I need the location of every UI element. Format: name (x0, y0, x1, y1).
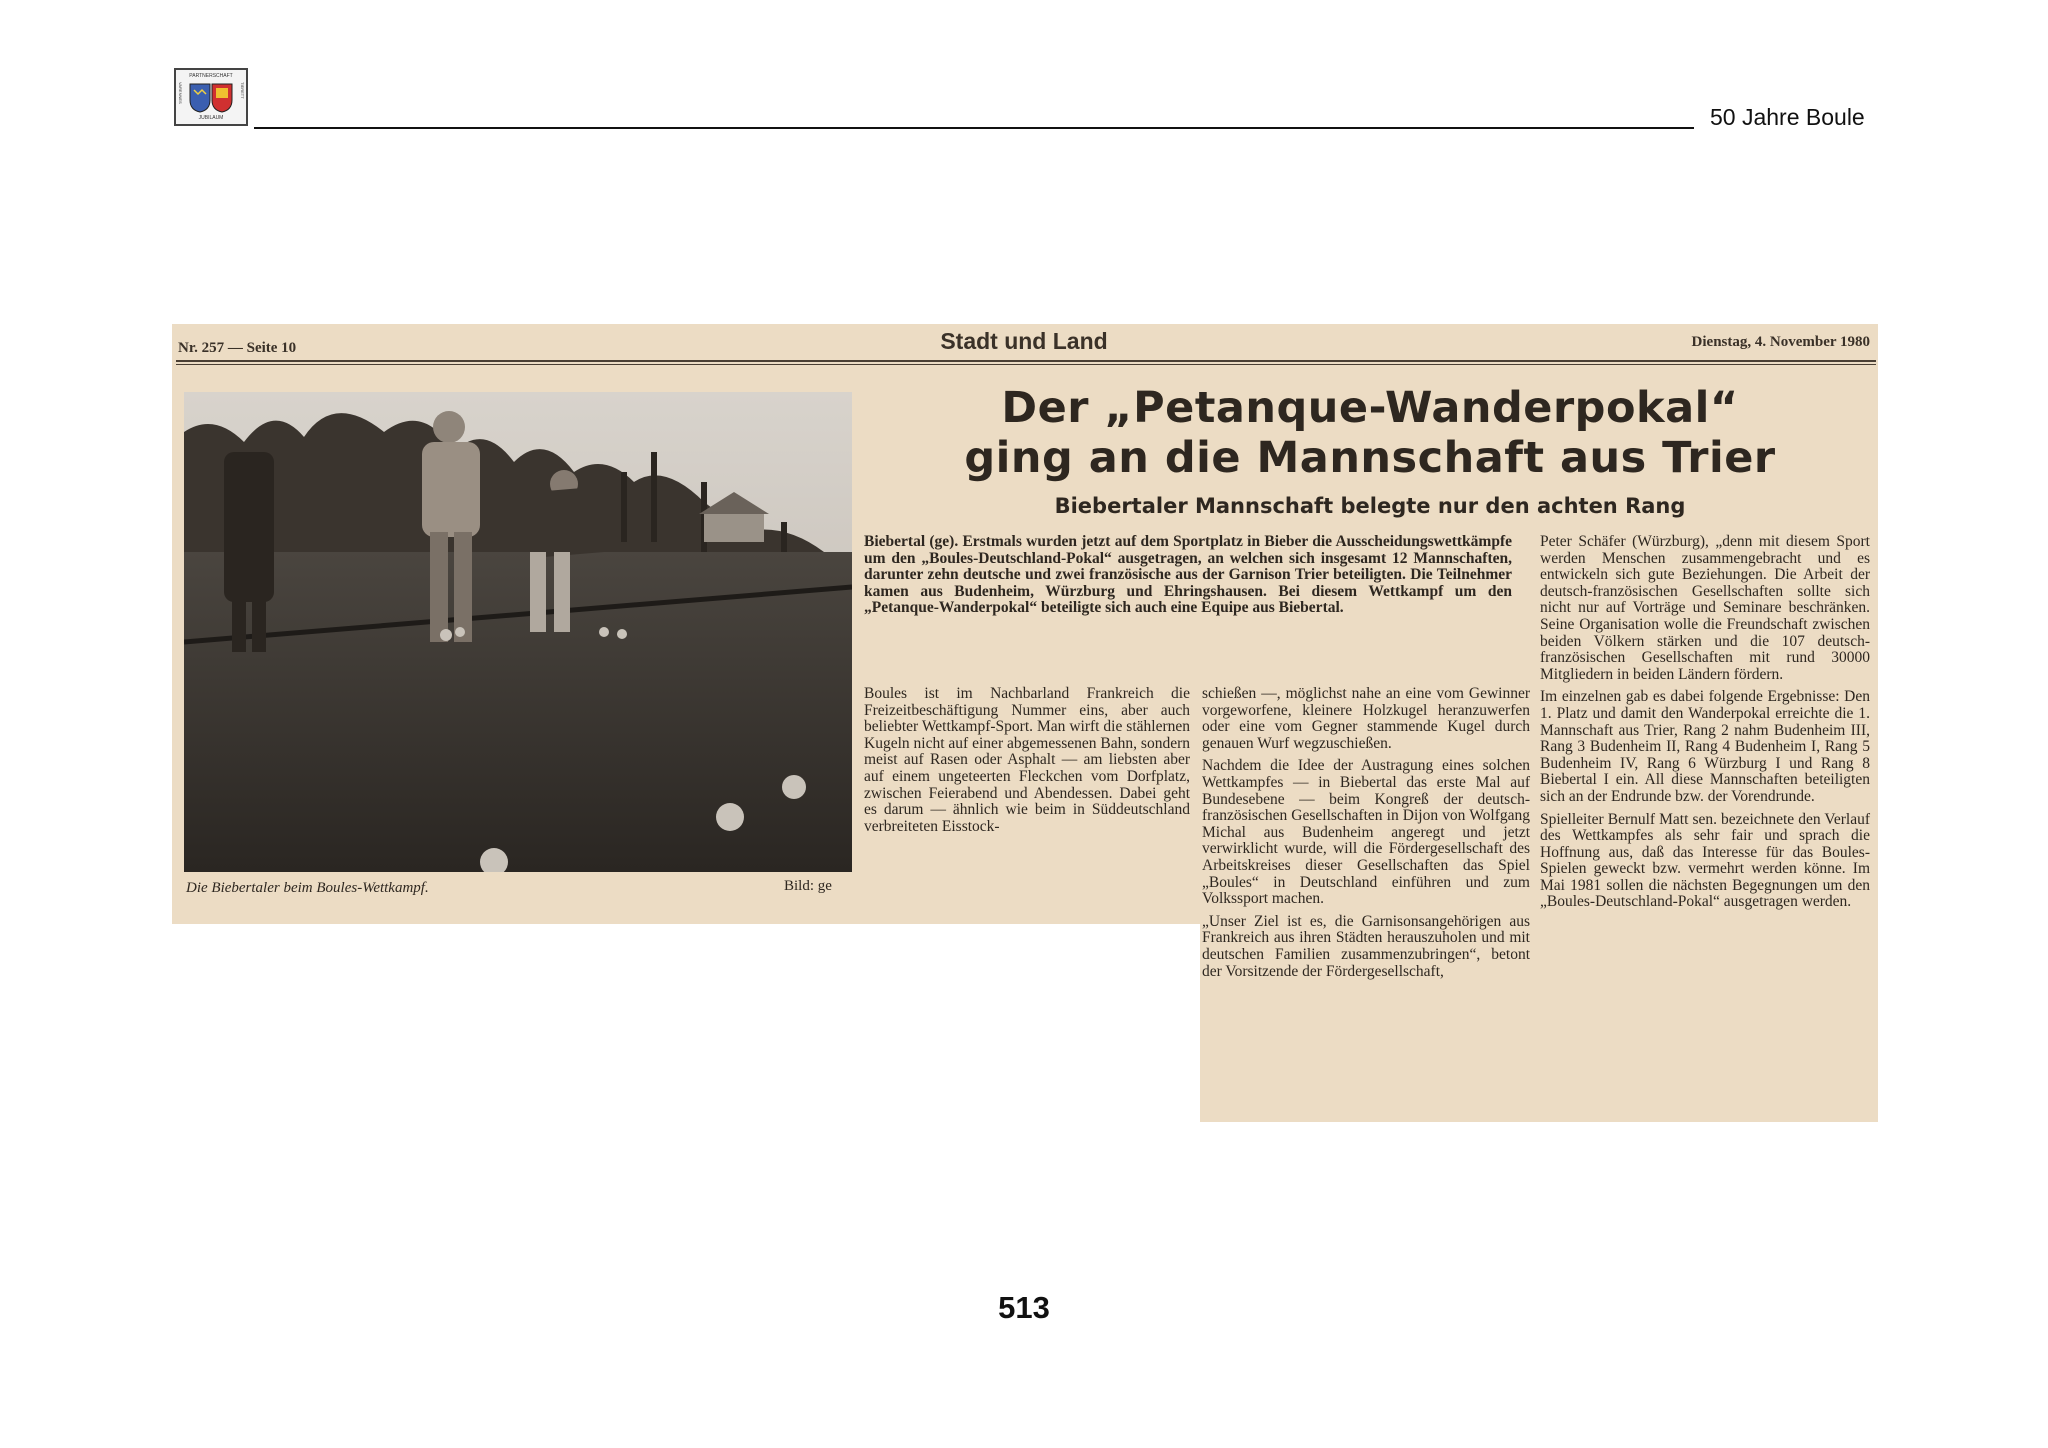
coat-of-arms-icon (188, 82, 234, 114)
column-2-paragraph-1: schießen —, möglichst nahe an eine vom Gewinner vorgeworfene, kleinere Holzkugel heranzuwerfen oder eine vom Gegner stammende Kugel durch genauen Wurf wegzuschießen. (1202, 685, 1530, 752)
logo-left-text: VARENNES (178, 82, 183, 104)
page-number: 513 (998, 1290, 1050, 1325)
photo-caption: Die Biebertaler beim Boules-Wettkampf. (186, 880, 429, 896)
masthead-issue: Nr. 257 — Seite 10 (178, 340, 297, 356)
column-3-paragraph-2: Im einzelnen gab es dabei folgende Ergebnisse: Den 1. Platz und damit den Wanderpokal erreichte die 1. Mannschaft aus Trier, Rang 2 nahm Budenheim III, Rang 3 Budenheim II, Rang 4 Budenheim I, Rang 5 Budenheim IV, Rang 6 Würzburg I und Rang 8 Biebertal I ein. All diese Mannschaften beteiligten sich an der Endrunde bzw. der Vorendrunde. (1540, 688, 1870, 805)
article-lead (864, 534, 1512, 623)
logo-bottom-text: JUBILÄUM (198, 115, 224, 121)
article-column-1 (864, 686, 1190, 841)
lead-paragraph: Biebertal (ge). Erstmals wurden jetzt auf dem Sportplatz in Bieber die Ausscheidungswettkämpfe um den „Boules-Deutschland-Pokal“ ausgetragen, an welchen sich insgesamt 12 Mannschaften, darunter zehn deutsche und zwei französische aus der Garnison Trier beteiligten. Die Teilnehmer kamen aus Budenheim, Würzburg und Ehringshausen. Bei diesem Wettkampf um den „Petanque-Wanderpokal“ beteiligte sich auch eine Equipe aus Biebertal. (864, 533, 1512, 617)
masthead-date: Dienstag, 4. November 1980 (1691, 334, 1870, 350)
photo-credit: Bild: ge (784, 878, 832, 894)
column-2-paragraph-3: „Unser Ziel ist es, die Garnisonsangehörigen aus Frankreich aus ihren Städten herauszuholen und mit deutschen Familien zusammenzubringen“, betont der Vorsitzende der Fördergesellschaft, (1202, 912, 1530, 980)
article-column-2 (1202, 686, 1530, 986)
column-1-paragraph: Boules ist im Nachbarland Frankreich die Freizeitbeschäftigung Nummer eins, aber auch beliebter Wettkampf-Sport. Man wirft die stählernen Kugeln nicht auf einer abgemessenen Bahn, sondern meist auf Rasen oder Asphalt — am liebsten aber auf einem ungeteerten Fleckchen vom Dorfplatz, zwischen Feierabend und Abendessen. Dabei geht es darum — ähnlich wie beim in Süddeutschland verbreiteten Eisstock- (864, 685, 1190, 835)
column-3-paragraph-3: Spielleiter Bernulf Matt sen. bezeichnete den Verlauf des Wettkampfes als sehr fair und sprach die Hoffnung aus, daß das Interesse für das Boules-Spielen geweckt bzw. vermehrt werden könne. Im Mai 1981 sollen die nächsten Begegnungen um den „Boules-Deutschland-Pokal“ ausgetragen werden. (1540, 810, 1870, 911)
column-2-paragraph-2: Nachdem die Idee der Austragung eines solchen Wettkampfes — in Biebertal das erste Mal auf Bundesebene — beim Kongreß der deutsch-französischen Gesellschaften in Dijon von Wolfgang Michal aus Budenheim angeregt und jetzt verwirklicht wurde, will die Fördergesellschaft des Arbeitskreises dieser Gesellschaften das Spiel „Boules“ in Deutschland einführen und zum Volkssport machen. (1202, 757, 1530, 908)
logo-top-text: PARTNERSCHAFT (189, 73, 233, 79)
article-column-3 (1540, 534, 1870, 917)
partnership-logo (174, 68, 248, 126)
running-title: 50 Jahre Boule (1710, 104, 1865, 130)
clipping-cutout (172, 924, 1200, 1124)
logo-right-text: TIERETT (240, 82, 245, 99)
header-rule (254, 127, 1694, 129)
headline-line-1: Der „Petanque-Wanderpokal“ (1001, 383, 1739, 433)
column-3-paragraph-1: Peter Schäfer (Würzburg), „denn mit diesem Sport werden Menschen zusammengebracht und es entwickeln sich gute Beziehungen. Die Arbeit der deutsch-französischen Gesellschaften sollte sich nicht nur auf Vorträge und Seminare beschränken. Seine Organisation wolle die Freundschaft zwischen beiden Völkern stärken und die 107 deutsch-französischen Gesellschaften mit rund 30000 Mitgliedern in beiden Ländern fördern. (1540, 533, 1870, 683)
masthead-section: Stadt und Land (940, 328, 1108, 354)
boules-photo (184, 392, 852, 872)
masthead-rule-thin (176, 364, 1876, 365)
subheadline: Biebertaler Mannschaft belegte nur den achten Rang (1054, 494, 1686, 518)
headline-line-2: ging an die Mannschaft aus Trier (964, 433, 1776, 483)
masthead-rule (176, 360, 1876, 362)
